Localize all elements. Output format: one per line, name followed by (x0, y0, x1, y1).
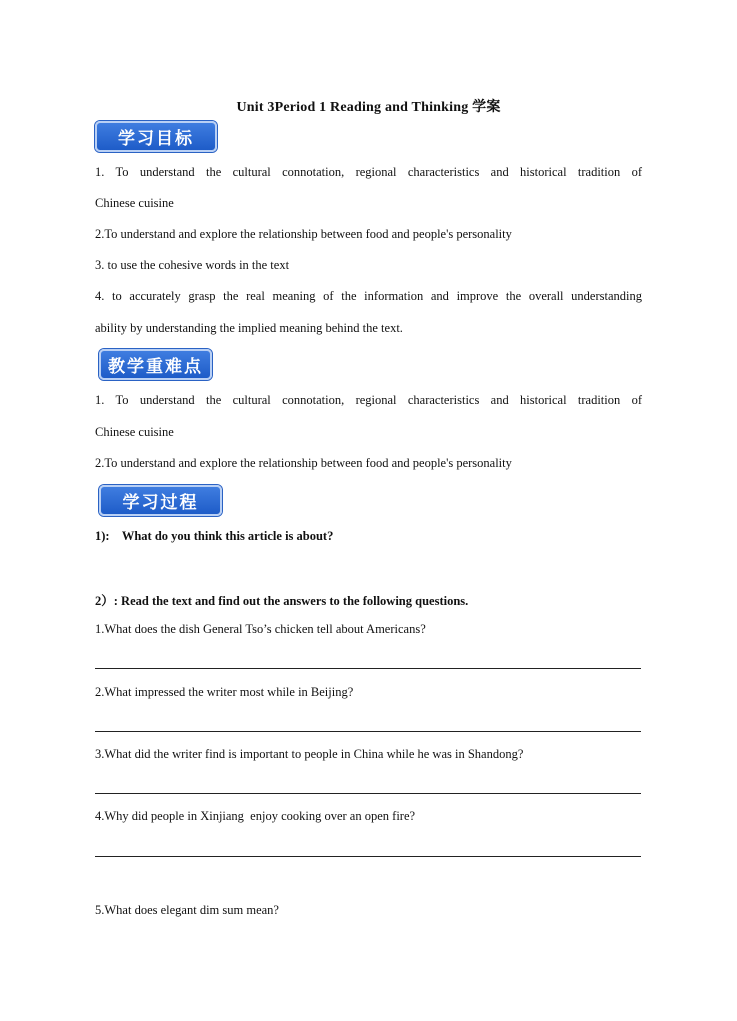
page-title: Unit 3Period 1 Reading and Thinking 学案 (236, 100, 501, 115)
step-two-prompt: 2）: Read the text and find out the answers to the following questions. (95, 594, 469, 608)
answer-line[interactable] (95, 731, 641, 732)
question-text: 1.What does the dish General Tso’s chicken tell about Americans? (95, 622, 426, 636)
objective-line: 4. to accurately grasp the real meaning of the information and improve the overall understanding (95, 289, 642, 303)
question-text: 3.What did the writer find is important to people in China while he was in Shandong? (95, 747, 524, 761)
step-one-prompt: 1): What do you think this article is about? (95, 529, 334, 543)
key-point-line: 1. To understand the cultural connotation, regional characteristics and historical tradition of (95, 393, 642, 407)
key-points-badge: 教学重难点 (99, 349, 212, 380)
objectives-badge: 学习目标 (95, 121, 217, 152)
key-point-line: 2.To understand and explore the relationship between food and people's personality (95, 456, 512, 470)
question-text: 4.Why did people in Xinjiang enjoy cooking over an open fire? (95, 809, 416, 823)
answer-line[interactable] (95, 668, 641, 669)
objective-line: Chinese cuisine (95, 196, 174, 210)
answer-line[interactable] (95, 856, 641, 857)
answer-line[interactable] (95, 793, 641, 794)
question-text: 2.What impressed the writer most while in Beijing? (95, 685, 354, 699)
objective-line: 3. to use the cohesive words in the text (95, 258, 290, 272)
process-badge: 学习过程 (99, 485, 222, 516)
objective-line: 1. To understand the cultural connotation, regional characteristics and historical tradition of (95, 165, 642, 179)
question-text: 5.What does elegant dim sum mean? (95, 903, 279, 917)
key-point-line: Chinese cuisine (95, 425, 174, 439)
objective-line: 2.To understand and explore the relationship between food and people's personality (95, 227, 512, 241)
objective-line: ability by understanding the implied meaning behind the text. (95, 321, 403, 335)
